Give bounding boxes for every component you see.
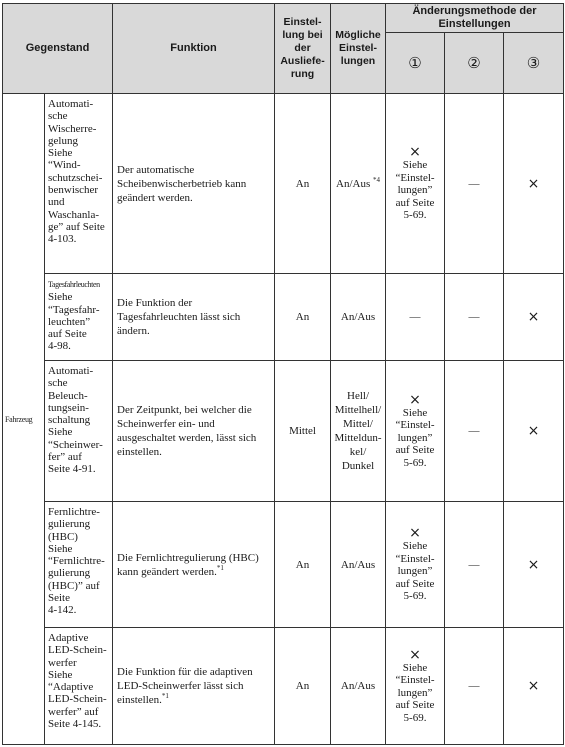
- item-cell: Tagesfahrleuchten Siehe “Tagesfahr- leuchten” auf Seite 4-98.: [45, 274, 113, 361]
- method-3-cell: [504, 274, 564, 361]
- options-cell: An/Aus: [331, 502, 386, 628]
- header-aenderung: Änderungsmethode der Einstellungen: [386, 4, 564, 33]
- header-moegliche: Mögliche Einstel- lungen: [331, 4, 386, 94]
- cross-icon: ×: [527, 678, 540, 694]
- method-3-cell: [504, 502, 564, 628]
- function-cell: Die Fernlichtregulierung (HBC) kann geändert werden.$^{*1}$: [113, 502, 275, 628]
- cross-icon: ×: [409, 391, 421, 408]
- table-row: [3, 628, 564, 745]
- method-2-cell: —: [445, 94, 504, 274]
- function-cell: Der automatische Scheibenwischerbetrieb kann geändert werden.: [113, 94, 275, 274]
- default-cell: An: [275, 94, 331, 274]
- method-3-cell: [504, 361, 564, 502]
- method-1-cell: × Siehe “Einstel- lungen” auf Seite 5-69.: [386, 94, 445, 274]
- options-cell: An/Aus $^{*4}$: [331, 94, 386, 274]
- method-3-cell: [504, 94, 564, 274]
- method-1-cell: × Siehe “Einstel- lungen” auf Seite 5-69.: [386, 502, 445, 628]
- cross-icon: ×: [409, 646, 421, 663]
- method-1-cell: × Siehe “Einstel- lungen” auf Seite 5-69.: [386, 628, 445, 745]
- method-2-cell: —: [445, 502, 504, 628]
- header-einstellung: Einstel- lung bei der Ausliefe- rung: [275, 4, 331, 94]
- method-1-cell: —: [386, 274, 445, 361]
- method-2-cell: —: [445, 361, 504, 502]
- table-row: [3, 361, 564, 502]
- item-cell: Fernlichtre- gulierung (HBC) Siehe “Fernlichtre- gulierung (HBC)” auf Seite 4-142.: [45, 502, 113, 628]
- table-row: [3, 274, 564, 361]
- cross-icon: ×: [527, 556, 540, 573]
- table-row: [3, 502, 564, 628]
- default-cell: An: [275, 274, 331, 361]
- function-cell: Die Funktion der Tagesfahrleuchten lässt sich ändern.: [113, 274, 275, 361]
- table-row: [3, 94, 564, 274]
- cross-icon: ×: [527, 423, 540, 439]
- category-label: Fahrzeug: [3, 94, 45, 745]
- function-cell: Der Zeitpunkt, bei welcher die Scheinwerfer ein- und ausgeschaltet werden, lässt sich einstellen.: [113, 361, 275, 502]
- cross-icon: ×: [409, 144, 421, 161]
- function-cell: Die Funktion für die adaptiven LED-Scheinwerfer lässt sich einstellen.$^{*1}$: [113, 628, 275, 745]
- header-method-2: ②: [445, 33, 504, 94]
- item-cell: Automati- sche Wischerre- gelung Siehe “Wind- schutzschei- benwischer und Waschanla- ge” auf Seite 4-103.: [45, 94, 113, 274]
- method-3-cell: [504, 628, 564, 745]
- options-cell: Hell/ Mittelhell/ Mittel/ Mitteldun- kel/ Dunkel: [331, 361, 386, 502]
- default-cell: Mittel: [275, 361, 331, 502]
- method-2-cell: —: [445, 628, 504, 745]
- method-1-cell: × Siehe “Einstel- lungen” auf Seite 5-69.: [386, 361, 445, 502]
- item-cell: Automati- sche Beleuch- tungsein- schaltung Siehe “Scheinwer- fer” auf Seite 4-91.: [45, 361, 113, 502]
- method-2-cell: —: [445, 274, 504, 361]
- cross-icon: ×: [409, 525, 421, 542]
- options-cell: An/Aus: [331, 274, 386, 361]
- header-method-1: ①: [386, 33, 445, 94]
- header-gegenstand: Gegenstand: [3, 4, 113, 94]
- item-cell: Adaptive LED-Schein- werfer Siehe “Adaptive LED-Schein- werfer” auf Seite 4-145.: [45, 628, 113, 745]
- cross-icon: ×: [527, 309, 540, 325]
- default-cell: An: [275, 628, 331, 745]
- header-funktion: Funktion: [113, 4, 275, 94]
- settings-table: [2, 3, 564, 745]
- header-method-3: ③: [504, 33, 564, 94]
- options-cell: An/Aus: [331, 628, 386, 745]
- default-cell: An: [275, 502, 331, 628]
- cross-icon: ×: [527, 175, 540, 192]
